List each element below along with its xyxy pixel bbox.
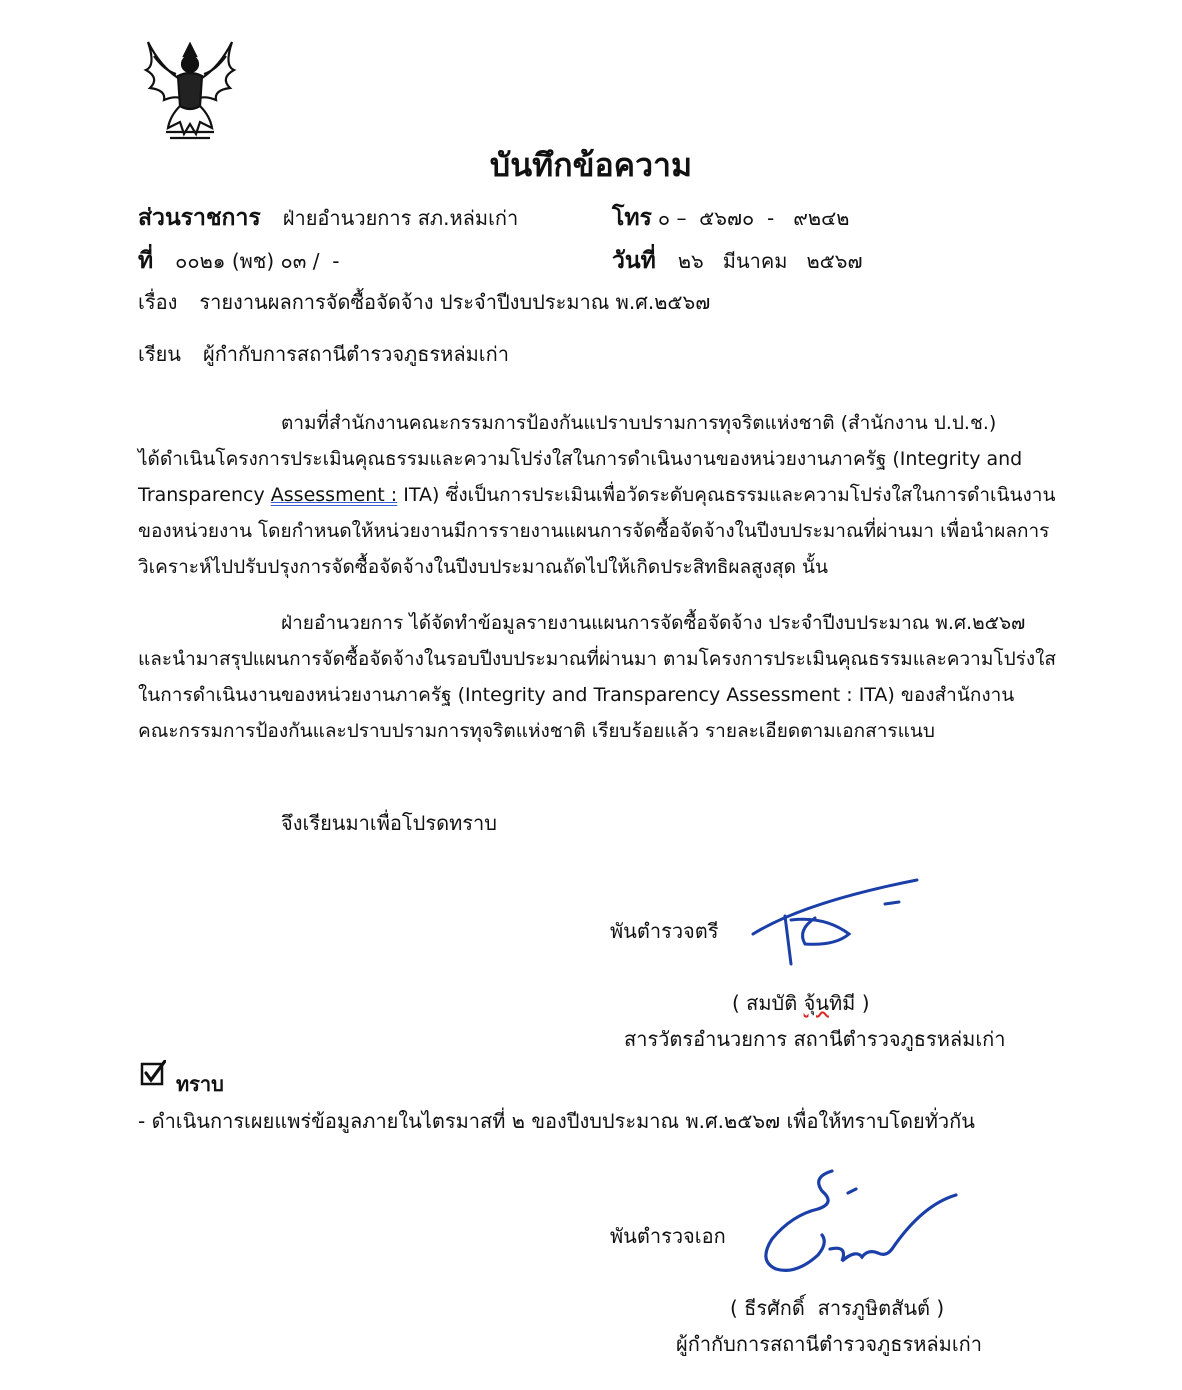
signature-1 (745, 872, 925, 972)
signer-2-rank: พันตำรวจเอก (610, 1224, 726, 1248)
signature-2 (752, 1165, 962, 1285)
text-run: ทิมี ) (828, 991, 870, 1015)
spellcheck-marked-text: จุ้น (803, 991, 829, 1015)
paragraph-line: ตามที่สำนักงานคณะกรรมการป้องกันแปราบปรามการทุจริตแห่งชาติ (สำนักงาน ป.ป.ช.) (281, 412, 997, 434)
addressee-row (138, 338, 509, 370)
signer-1-position: สารวัตรอำนวยการ สถานีตำรวจภูธรหล่มเก่า (624, 1027, 1006, 1051)
signer-1-name (732, 987, 870, 1019)
department-value: ฝ่ายอำนวยการ สภ.หล่มเก่า (282, 206, 519, 230)
paragraph-line: ฝ่ายอำนวยการ ได้จัดทำข้อมูลรายงานแผนการจัดซื้อจัดจ้าง ประจำปีงบประมาณ พ.ศ.๒๕๖๗ (281, 612, 1026, 634)
text-run: ITA) ซึ่งเป็นการประเมินเพื่อวัดระดับคุณธรรมและความโปร่งใสในการดำเนินงาน (397, 484, 1056, 506)
checked-box-icon (140, 1060, 166, 1086)
signer-2-name: ( ธีรศักดิ์ สารภูษิตสันต์ ) (730, 1296, 945, 1320)
department-label: ส่วนราชการ (138, 205, 261, 231)
paragraph-2 (138, 605, 1082, 749)
reference-value: ๐๐๒๑ (พช) ๐๓ / - (175, 249, 340, 273)
subject-label: เรื่อง (138, 290, 178, 314)
subject-value: รายงานผลการจัดซื้อจัดจ้าง ประจำปีงบประมาณ พ.ศ.๒๕๖๗ (199, 290, 711, 314)
subject-row (138, 286, 710, 318)
paragraph-1 (138, 405, 1082, 585)
garuda-emblem (140, 36, 240, 142)
paragraph-line: ของหน่วยงาน โดยกำหนดให้หน่วยงานมีการรายงานแผนการจัดซื้อจัดจ้างในปีงบประมาณที่ผ่านมา เพื่อนำผลการ (138, 520, 1050, 542)
acknowledge-label: ทราบ (176, 1072, 224, 1096)
signer-2-position: ผู้กำกับการสถานีตำรวจภูธรหล่มเก่า (676, 1332, 983, 1356)
addressee-value: ผู้กำกับการสถานีตำรวจภูธรหล่มเก่า (202, 342, 509, 366)
addressee-label: เรียน (138, 342, 181, 366)
text-run: ( สมบัติ (732, 991, 804, 1015)
text-run: Transparency (138, 484, 271, 506)
paragraph-line: และนำมาสรุปแผนการจัดซื้อจัดจ้างในรอบปีงบประมาณที่ผ่านมา ตามโครงการประเมินคุณธรรมและความโปร่งใส (138, 648, 1057, 670)
phone-row (612, 200, 849, 236)
paragraph-line: วิเคราะห์ไปปรับปรุงการจัดซื้อจัดจ้างในปีงบประมาณถัดไปให้เกิดประสิทธิผลสูงสุด นั้น (138, 556, 829, 578)
phone-label: โทร (612, 205, 652, 231)
reference-label: ที่ (138, 248, 154, 274)
paragraph-line: ในการดำเนินงานของหน่วยงานภาครัฐ (Integrity and Transparency Assessment : ITA) ของสำนักงาน (138, 684, 1015, 706)
closing-line: จึงเรียนมาเพื่อโปรดทราบ (281, 811, 497, 835)
acknowledge-note: - ดำเนินการเผยแพร่ข้อมูลภายในไตรมาสที่ ๒ ของปีงบประมาณ พ.ศ.๒๕๖๗ เพื่อให้ทราบโดยทั่วกัน (138, 1109, 975, 1133)
paragraph-line: ได้ดำเนินโครงการประเมินคุณธรรมและความโปร่งใสในการดำเนินงานของหน่วยงานภาครัฐ (Integrity and (138, 448, 1023, 470)
date-label: วันที่ (612, 248, 656, 274)
date-row (612, 243, 863, 279)
signer-1-rank: พันตำรวจตรี (610, 919, 719, 943)
document-title: บันทึกข้อความ (489, 146, 693, 184)
reference-row (138, 243, 339, 279)
phone-value: ๐ – ๕๖๗๐ - ๙๒๔๒ (657, 206, 850, 230)
department-row (138, 200, 518, 236)
proofing-marked-text: Assessment : (270, 484, 398, 506)
paragraph-line: คณะกรรมการป้องกันและปราบปรามการทุจริตแห่งชาติ เรียบร้อยแล้ว รายละเอียดตามเอกสารแนบ (138, 720, 935, 742)
date-value: ๒๖ มีนาคม ๒๕๖๗ (677, 249, 863, 273)
paragraph-line (138, 477, 1082, 513)
